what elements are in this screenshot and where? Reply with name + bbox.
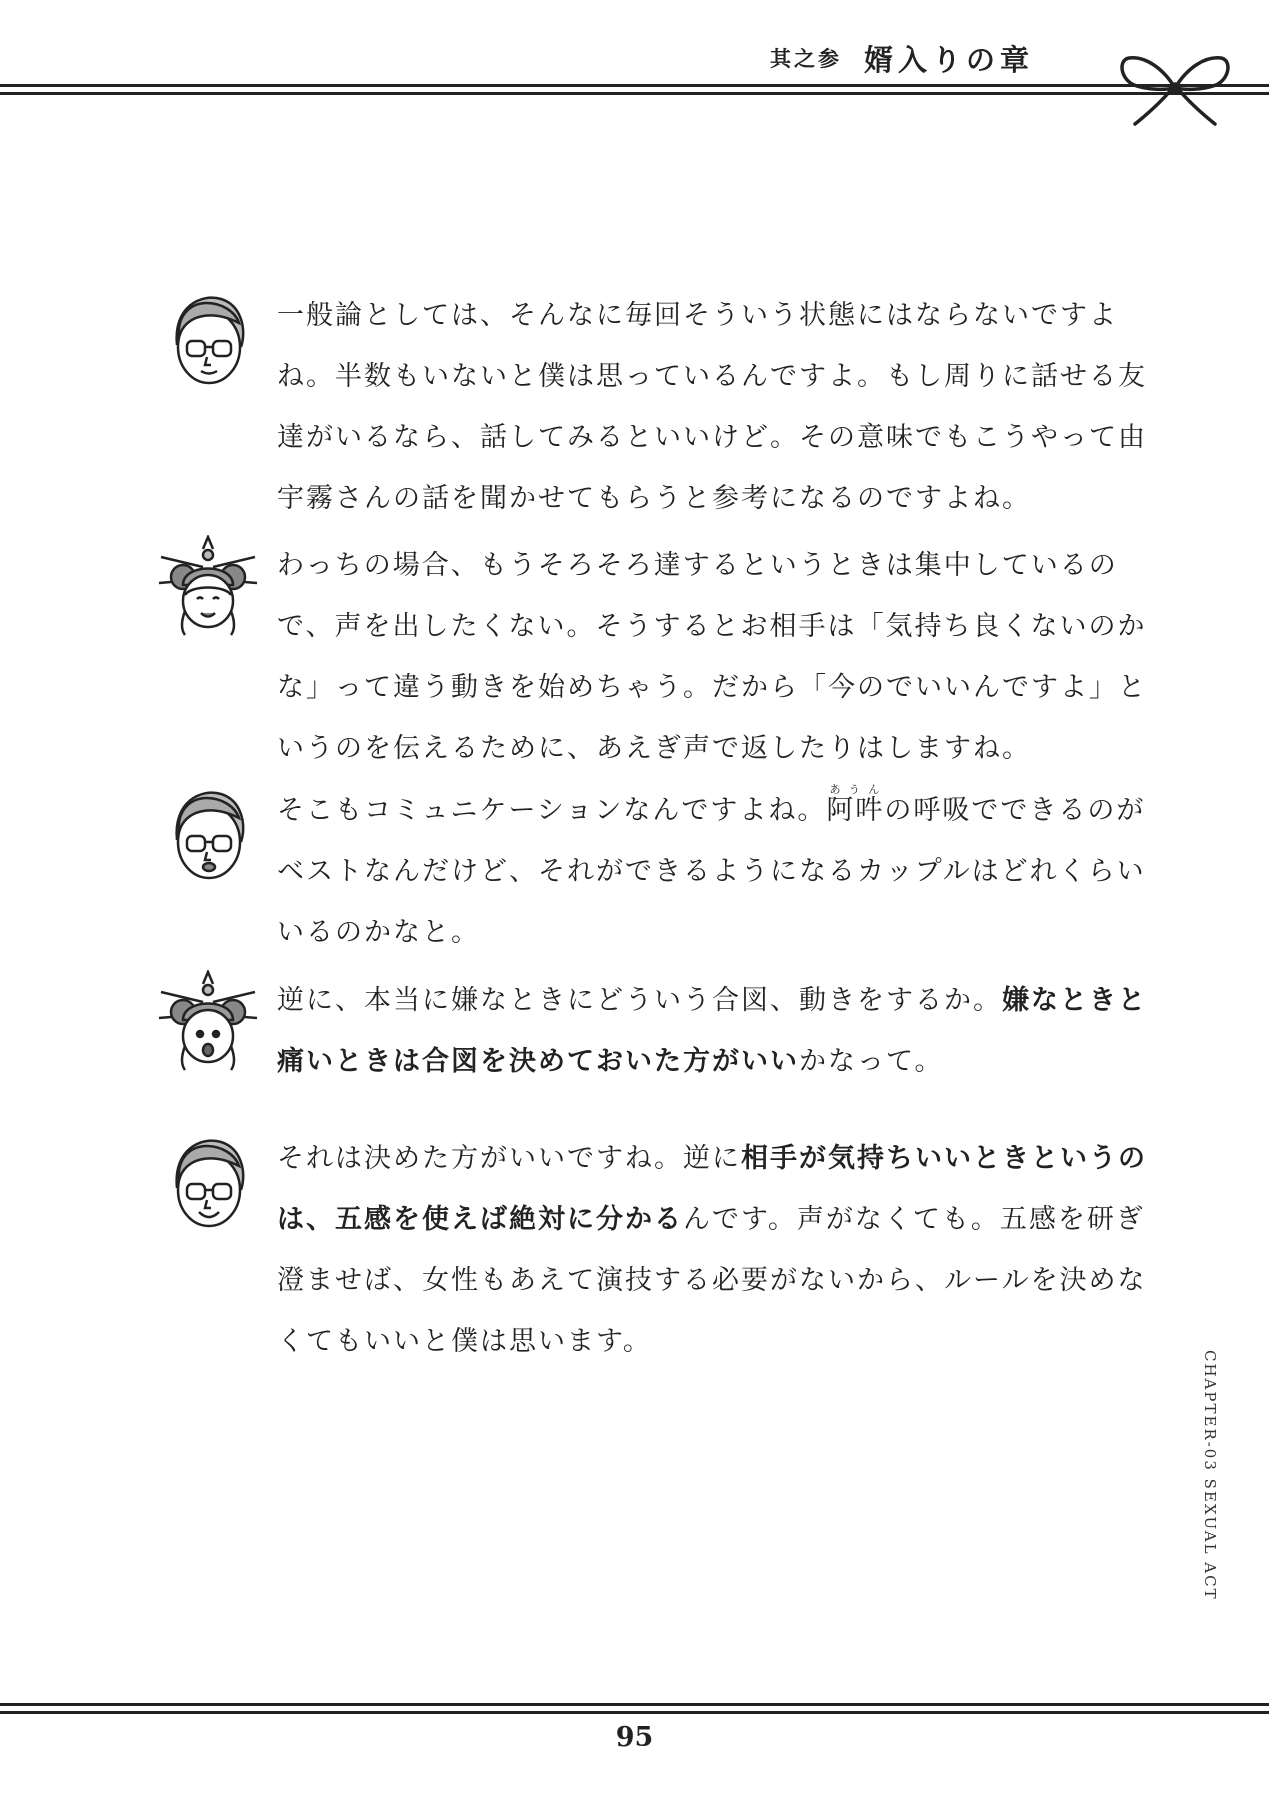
text-segment: かなって。 — [799, 1046, 944, 1077]
man-glasses-avatar-icon — [155, 285, 261, 391]
dialogue-text — [277, 285, 1157, 529]
oiran-woman-avatar-icon — [155, 970, 261, 1076]
ruby-word — [826, 783, 885, 826]
dialogue-text — [277, 535, 1157, 779]
page-number: 95 — [615, 1722, 654, 1753]
text-segment: それは決めた方がいいですね。逆に — [277, 1143, 741, 1174]
dialogue-text — [277, 1128, 1157, 1372]
oiran-woman-avatar-icon — [155, 535, 261, 641]
part-label: 其之参 — [770, 47, 842, 71]
man-glasses-avatar-icon — [155, 780, 261, 886]
text-segment: の呼吸でできるのがベストなんだけど、それができるようになるカップルはどれくらいいるのかなと。 — [277, 795, 1146, 948]
emphasis-text: 相手が気持ちいいときというのは、五感を使えば絶対に分かる — [277, 1143, 1147, 1235]
chapter-title: 婿入りの章 — [864, 42, 1035, 77]
text-segment: そこもコミュニケーションなんですよね。 — [277, 795, 827, 826]
chapter-side-label: CHAPTER-03 SEXUAL ACT — [1201, 1350, 1219, 1601]
dialogue-text — [277, 780, 1157, 963]
man-glasses-avatar-icon — [155, 1128, 261, 1234]
text-segment: んです。声がなくても。五感を研ぎ澄ませば、女性もあえて演技する必要がないから、ルールを決めなくてもいいと僕は思います。 — [277, 1204, 1147, 1357]
ruby-base: 阿吽 — [826, 795, 885, 826]
ruby-reading: あうん — [826, 783, 885, 796]
text-segment: わっちの場合、もうそろそろ達するというときは集中しているので、声を出したくない。そうするとお相手は「気持ち良くないのかな」って違う動きを始めちゃう。だから「今のでいいんですよ」というのを伝えるために、あえぎ声で返したりはしますね。 — [277, 550, 1147, 764]
footer-rule-bottom — [0, 1711, 1269, 1714]
header-rule-bottom — [0, 92, 1269, 95]
emphasis-text: 嫌なときと痛いときは合図を決めておいた方がいい — [277, 985, 1147, 1077]
text-segment: 一般論としては、そんなに毎回そういう状態にはならないですよね。半数もいないと僕は思っているんですよ。もし周りに話せる友達がいるなら、話してみるといいけど。その意味でもこうやって由宇霧さんの話を聞かせてもらうと参考になるのですよね。 — [277, 300, 1147, 514]
footer-rule-top — [0, 1703, 1269, 1706]
header-rule-top — [0, 84, 1269, 87]
ribbon-bow-icon — [1115, 48, 1235, 130]
running-header — [770, 38, 1034, 78]
dialogue-text — [277, 970, 1157, 1092]
text-segment: 逆に、本当に嫌なときにどういう合図、動きをするか。 — [277, 985, 1002, 1016]
